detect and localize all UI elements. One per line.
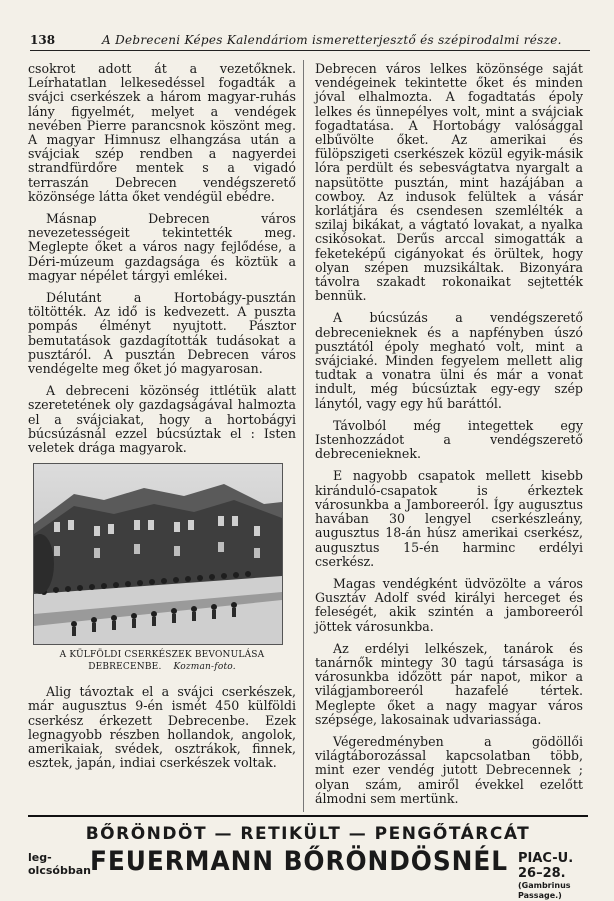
right-paragraph-3: Távolból még integettek egy Istenhozzádot a vendégszerető debrecenieknek.	[315, 417, 583, 462]
left-paragraph-4: A debreceni közönség ittlétük alatt szeretetének oly gazdagságával halmozta el a svájciakat, hogy a hortobágyi búcsúzásnál ezzel búcsúztak el : Isten veletek drága magyarok.	[28, 383, 296, 456]
running-title: A Debreceni Képes Kalendáriom ismeretterjesztő és szépirodalmi része.	[102, 33, 562, 47]
left-paragraph-1: csokrot adott át a vezetőknek. Leírhatatlan lelkesedéssel fogadták a svájci cserkészek a három magyar-ruhás lány figyelmét, melyet a vendégek nevében Pierre parancsnok köszönt meg. A magyar Himnusz elhangzása után a svájciak szép rendben a nagyerdei strandfürdőre mentek s a vigadó terraszán Debrecen vendégszerető közönsége látta őket vendégül ebédre.	[28, 61, 296, 204]
right-paragraph-7: Végeredményben a gödöllői világtáborozással kapcsolatban több, mint ezer vendég jutott Debrecennek ; olyan szám, amiről évekkel ezelőtt álmodni sem mertünk.	[315, 733, 583, 806]
ad-small-line-1: leg-	[28, 851, 52, 864]
ad-headline: BŐRÖNDÖT — RETIKÜLT — PENGŐTÁRCÁT	[85, 824, 531, 844]
right-paragraph-1: Debrecen város lelkes közönsége saját vendégeinek tekintette őket és minden jóval elhalmozta. A fogadtatás époly lelkes és ünnepélyes volt, mint a svájciak fogadtatása. A Hortobágy valósággal elbűvölte őket. Az amerikai és fülöpszigeti cserkészek közül egyik-másik lóra perdült és sebesvágtatva nyargalt a napsütötte pusztán, mint hazájában a cowboy. Az indusok felültek a vásár korlátjára és csendesen szemlélték a szilaj bikákat, a vágtató lovakat, a nyalka csikósokat. Derűs arccal simogatták a feketeképű cigányokat és örültek, hogy olyan szépen muzsikáltak. Bizonyára távolra szakadt rokonaikat sejtették bennük.	[315, 61, 583, 304]
ad-small-text	[28, 851, 91, 877]
column-divider	[303, 60, 304, 812]
ad-address	[518, 851, 593, 901]
right-paragraph-4: E nagyobb csapatok mellett kisebb kiránduló-csapatok is érkeztek városunkba a Jamboreeról. Így augusztus havában 30 lengyel cserkészleány, augusztus 18-án húsz amerikai cserkész, augusztus 15-én harminc erdélyi cserkész.	[315, 468, 583, 569]
running-header	[30, 30, 590, 51]
left-paragraph-3: Délutánt a Hortobágy-pusztán töltötték. Az idő is kedvezett. A puszta pompás élményt nyujtott. Pásztor bemutatások gazdagították tudásokat a pusztáról. A pusztán Debrecen város vendégelte meg őket jó magyarosan.	[28, 290, 296, 377]
left-paragraph-2: Másnap Debrecen város nevezetességeit tekintették meg. Meglepte őket a város nagy fejlődése, a Déri-múzeum gazdagsága és köztük a magyar népélet tárgyi emlékei.	[28, 211, 296, 283]
ad-small-line-2: olcsóbban	[28, 864, 91, 877]
photo-credit: Kozman-foto.	[173, 662, 236, 673]
ad-brand-name: FEUERMANN BŐRÖNDÖSNÉL	[90, 846, 508, 877]
ad-address-note: (Gambrinus Passage.)	[518, 881, 571, 900]
right-paragraph-5: Magas vendégként üdvözölte a város Gusztáv Adolf svéd királyi herceget és feleségét, akik szintén a jamboreeról jöttek városunkba.	[315, 575, 583, 634]
caption-line-2: DEBRECENBE.	[88, 662, 162, 673]
advertisement	[28, 815, 588, 900]
photo-caption	[28, 649, 296, 673]
scouts-parade-photo	[33, 463, 283, 645]
right-paragraph-6: Az erdélyi lelkészek, tanárok és tanárnők mintegy 30 tagú társasága is városunkba időzött pár napot, mikor a világjamboreeról hazafelé tértek. Meglepte őket a nagy magyar város szépsége, lakosainak udvariassága.	[315, 640, 583, 727]
left-paragraph-5: Alig távoztak el a svájci cserkészek, már augusztus 9-én ismét 450 külföldi cserkész érkezett Debrecenbe. Ezek legnagyobb részben hollandok, angolok, amerikaiak, svédek, osztrákok, finnek, esztek, japán, indiai cserkészek voltak.	[28, 684, 296, 771]
left-column	[28, 62, 296, 779]
right-column	[315, 62, 583, 814]
page-number: 138	[30, 33, 56, 47]
right-paragraph-2: A búcsúzás a vendégszerető debrecenieknek és a napfényben úszó pusztától époly megható volt, mint a svájciaké. Minden fegyelem mellett alig tudtak a vonatra ülni és már a vonat indult, még búcsúztak egy-egy szép lánytól, vagy egy hű baráttól.	[315, 310, 583, 411]
caption-line-1: A KÜLFÖLDI CSERKÉSZEK BEVONULÁSA	[59, 650, 265, 661]
ad-address-line: PIAC-U. 26–28.	[518, 851, 574, 881]
